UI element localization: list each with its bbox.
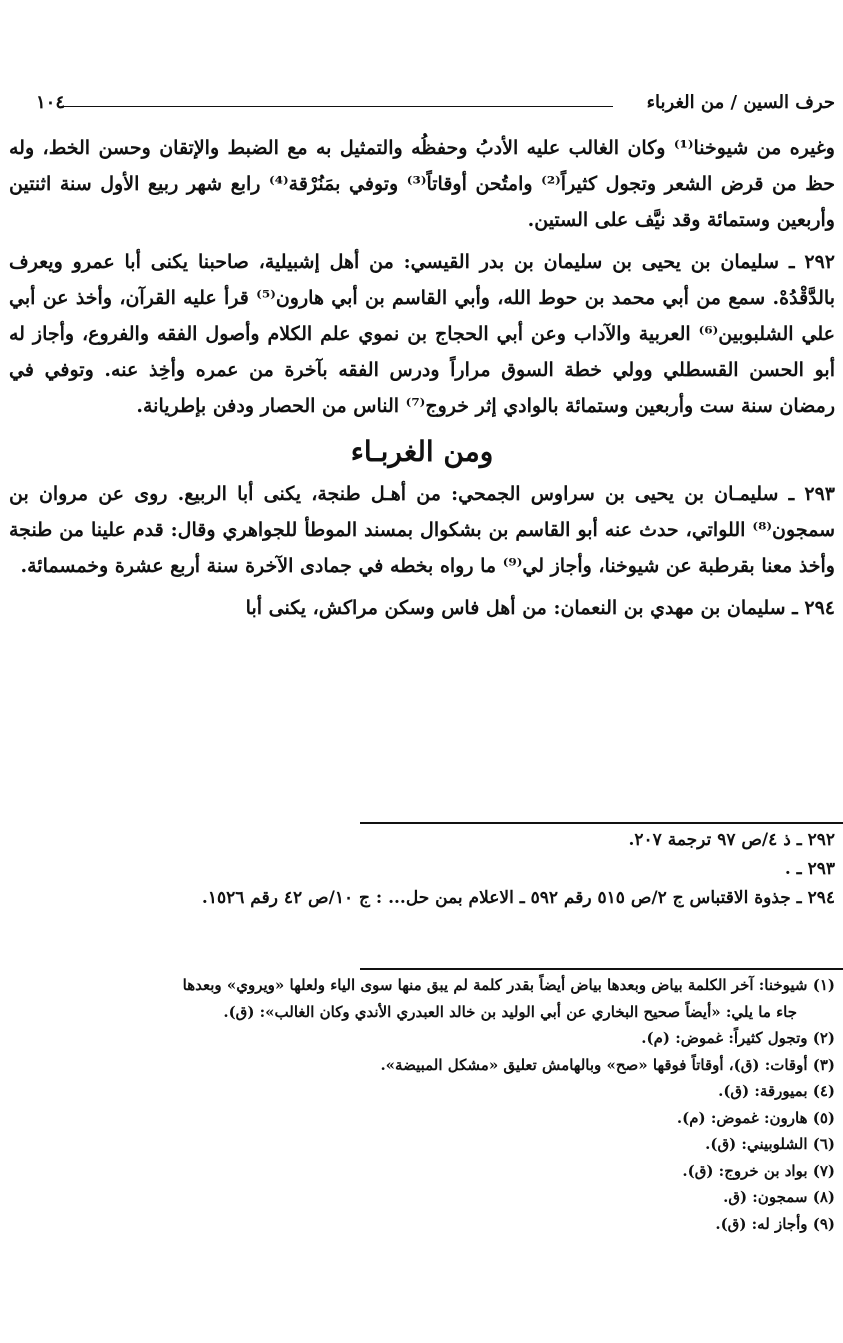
footnotes-separator [360, 968, 843, 970]
footnote-6: (٦) الشلوبيني: (ق). [705, 1135, 835, 1153]
footnote-5: (٥) هارون: غموض: (م). [676, 1108, 835, 1127]
entry-292: ٢٩٢ ـ سليمان بن يحيى بن سليمان بن بدر القيسي: من أهل إشبيلية، صاحبنا يكنى أبا عمرو ويعرف بالدَّقْدُهْ. سمع من أبي محمد بن حوط الله، وأبي القاسم بن أبي هارون⁽⁵⁾ قرأ عليه القرآن، وأخذ عن أبي علي الشلبوبين⁽⁶⁾ العربية والآداب وعن أبي الحجاج بن نموي علم الكلام وأصول الفقه والفروع، وأجاز له أبو الحسن القسطلي وولي خطة السوق مراراً ودرس الفقه بآخرة من عمره وأخِذ عنه. وتوفي في رمضان سنة ست وأربعين وستمائة بالوادي إثر خروج⁽⁷⁾ الناس من الحصار ودفن بإطريانة. [9, 251, 835, 417]
source-292: ٢٩٢ ـ ذ ٤/ص ٩٧ ترجمة ٢٠٧. [628, 830, 835, 850]
page-number: ١٠٤ [35, 92, 65, 113]
footnote-4: (٤) بميورقة: (ق). [718, 1082, 835, 1100]
footnote-9: (٩) وأجاز له: (ق). [715, 1214, 835, 1233]
footnote-7: (٧) بواد بن خروج: (ق). [682, 1161, 835, 1180]
footnote-8: (٨) سمجون: (ق. [723, 1188, 835, 1206]
section-heading: ومن الغربـاء [350, 435, 494, 468]
sources-separator [360, 822, 843, 824]
footnote-2: (٢) وتجول كثيراً: غموض: (م). [641, 1029, 835, 1047]
footnote-1: (١) شيوخنا: آخر الكلمة بياض وبعدها بياض أيضاً بقدر كلمة لم يبق منها سوى الياء ولعلها «ويروي» وبعدها [182, 976, 835, 994]
header-rule [62, 106, 613, 107]
source-references [9, 826, 835, 913]
footnotes [5, 972, 835, 1237]
entry-293: ٢٩٣ ـ سليمـان بن يحيى بن سراوس الجمحي: من أهـل طنجة، يكنى أبا الربيع. روى عن مروان بن سمجون⁽⁸⁾ اللواتي، حدث عنه أبو القاسم بن بشكوال بمسند الموطأ للجواهري وقال: قدم علينا من طنجة وأخذ معنا بقرطبة عن شيوخنا، وأجاز لي⁽⁹⁾ ما رواه بخطه في جمادى الآخرة سنة أربع عشرة وخمسمائة. [9, 483, 835, 577]
entry-294: ٢٩٤ ـ سليمان بن مهدي بن النعمان: من أهل فاس وسكن مراكش، يكنى أبا [245, 597, 835, 619]
running-title: حرف السين / من الغرباء [646, 92, 835, 113]
footnote-3: (٣) أوقات: (ق)، أوقاتاً فوقها «صح» وبالهامش تعليق «مشكل المبيضة». [380, 1055, 835, 1074]
main-text [9, 130, 835, 632]
source-293: ٢٩٣ ـ . [784, 859, 835, 879]
source-294: ٢٩٤ ـ جذوة الاقتباس ج ٢/ص ٥١٥ رقم ٥٩٢ ـ الاعلام بمن حل... : ج ١٠/ص ٤٢ رقم ١٥٢٦. [201, 888, 835, 908]
paragraph-continuation: وغيره من شيوخنا⁽¹⁾ وكان الغالب عليه الأدبُ وحفظُه والتمثيل به مع الضبط والإتقان وحسن الخط، وله حظ من قرض الشعر وتجول كثيراً⁽²⁾ وامتُحن أوقاتاً⁽³⁾ وتوفي بمَنُرْقة⁽⁴⁾ رابع شهر ربيع الأول سنة اثنتين وأربعين وستمائة وقد نيَّف على الستين. [9, 137, 835, 231]
running-header [0, 92, 843, 120]
footnote-1-continued: جاء ما يلي: «أيضاً صحيح البخاري عن أبي الوليد بن خالد العبدري الأندي وكان الغالب»: (ق). [223, 1002, 797, 1021]
